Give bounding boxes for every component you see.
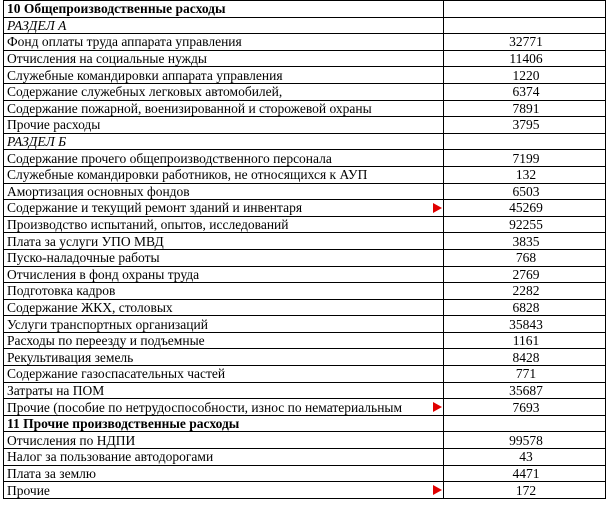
row-value-cell[interactable]	[444, 249, 606, 266]
row-label: Фонд оплаты труда аппарата управления	[7, 34, 242, 50]
row-value-cell[interactable]	[444, 465, 606, 482]
row-value: 6503	[512, 183, 540, 199]
row-value-cell[interactable]	[444, 399, 606, 416]
row-label-cell[interactable]	[4, 100, 444, 117]
table-row	[4, 332, 606, 349]
table-row	[4, 366, 606, 383]
row-label-cell[interactable]	[4, 399, 444, 416]
row-value: 35843	[509, 316, 543, 332]
row-label-cell[interactable]	[4, 449, 444, 466]
row-value: 3795	[512, 117, 540, 133]
row-value-cell[interactable]	[444, 67, 606, 84]
row-label: Затраты на ПОМ	[7, 382, 105, 398]
section-header-row	[4, 415, 606, 432]
row-label-cell[interactable]	[4, 83, 444, 100]
row-value: 132	[515, 167, 537, 183]
row-value: 771	[515, 366, 537, 382]
row-value-cell[interactable]	[444, 1, 606, 18]
row-label: Служебные командировки работников, не относящихся к АУП	[7, 167, 368, 183]
row-value: 1220	[512, 67, 540, 83]
row-value: 1161	[512, 333, 540, 349]
table-row	[4, 233, 606, 250]
subsection-row	[4, 133, 606, 150]
row-label-cell[interactable]	[4, 233, 444, 250]
row-value-cell[interactable]	[444, 332, 606, 349]
row-value-cell[interactable]	[444, 349, 606, 366]
row-value: 768	[515, 250, 537, 266]
row-label: 11 Прочие производственные расходы	[7, 416, 240, 432]
row-label: Амортизация основных фондов	[7, 183, 190, 199]
row-label: Плата за услуги УПО МВД	[7, 233, 164, 249]
table-row	[4, 349, 606, 366]
row-value: 99578	[509, 432, 543, 448]
table-row	[4, 100, 606, 117]
row-label-cell[interactable]	[4, 150, 444, 167]
row-label-cell[interactable]	[4, 249, 444, 266]
row-value: 7891	[512, 100, 540, 116]
row-label-cell[interactable]	[4, 366, 444, 383]
row-label-cell[interactable]	[4, 332, 444, 349]
row-value-cell[interactable]	[444, 83, 606, 100]
row-label: Налог за пользование автодорогами	[7, 449, 214, 465]
row-value-cell[interactable]	[444, 34, 606, 51]
table-row	[4, 67, 606, 84]
row-label: Содержание газоспасательных частей	[7, 366, 226, 382]
row-label: Плата за землю	[7, 465, 96, 481]
row-label-cell[interactable]	[4, 316, 444, 333]
row-value-cell[interactable]	[444, 366, 606, 383]
row-value: 92255	[509, 217, 543, 233]
row-label-cell[interactable]	[4, 67, 444, 84]
row-label-cell[interactable]	[4, 200, 444, 217]
section-header-row	[4, 1, 606, 18]
row-label-cell[interactable]	[4, 1, 444, 18]
subsection-row	[4, 17, 606, 34]
table-row	[4, 283, 606, 300]
row-value-cell[interactable]	[444, 299, 606, 316]
expense-table	[3, 0, 606, 499]
row-value-cell[interactable]	[444, 432, 606, 449]
row-label-cell[interactable]	[4, 349, 444, 366]
row-label-cell[interactable]	[4, 382, 444, 399]
table-row	[4, 50, 606, 67]
row-label-cell[interactable]	[4, 266, 444, 283]
row-label-cell[interactable]	[4, 216, 444, 233]
row-value: 32771	[509, 34, 543, 50]
row-label-cell[interactable]	[4, 133, 444, 150]
row-value-cell[interactable]	[444, 200, 606, 217]
row-label: Содержание служебных легковых автомобилей,	[7, 84, 283, 100]
row-label-cell[interactable]	[4, 299, 444, 316]
row-value: 7199	[512, 150, 540, 166]
row-label-cell[interactable]	[4, 283, 444, 300]
table-row	[4, 449, 606, 466]
row-label-cell[interactable]	[4, 166, 444, 183]
row-label: Рекультивация земель	[7, 349, 134, 365]
row-value: 11406	[509, 51, 543, 67]
row-label-cell[interactable]	[4, 17, 444, 34]
row-label-cell[interactable]	[4, 50, 444, 67]
row-label: Прочие (пособие по нетрудоспособности, износ по нематериальным	[7, 399, 403, 415]
row-value: 2769	[512, 266, 540, 282]
row-value: 35687	[509, 382, 543, 398]
row-value-cell[interactable]	[444, 100, 606, 117]
row-label-cell[interactable]	[4, 465, 444, 482]
row-value: 3835	[512, 233, 540, 249]
row-label: Пуско-наладочные работы	[7, 250, 160, 266]
row-value-cell[interactable]	[444, 482, 606, 499]
table-row	[4, 482, 606, 499]
row-label-cell[interactable]	[4, 432, 444, 449]
row-label: Служебные командировки аппарата управления	[7, 67, 283, 83]
row-label: Содержание и текущий ремонт зданий и инвентаря	[7, 200, 303, 216]
table-row	[4, 34, 606, 51]
row-value-cell[interactable]	[444, 266, 606, 283]
table-row	[4, 83, 606, 100]
row-label: Содержание пожарной, военизированной и сторожевой охраны	[7, 100, 372, 116]
table-row	[4, 465, 606, 482]
table-row	[4, 183, 606, 200]
row-value: 4471	[512, 465, 540, 481]
row-value-cell[interactable]	[444, 216, 606, 233]
table-row	[4, 316, 606, 333]
row-label: Расходы по переезду и подъемные	[7, 333, 205, 349]
table-row	[4, 432, 606, 449]
row-value-cell[interactable]	[444, 449, 606, 466]
row-label: Отчисления на социальные нужды	[7, 51, 207, 67]
table-row	[4, 166, 606, 183]
row-label: Подготовка кадров	[7, 283, 116, 299]
table-row	[4, 249, 606, 266]
row-label: Производство испытаний, опытов, исследований	[7, 217, 289, 233]
row-label: Прочие	[7, 482, 50, 498]
table-row	[4, 299, 606, 316]
row-value-cell[interactable]	[444, 17, 606, 34]
comment-indicator-icon[interactable]	[433, 203, 442, 213]
table-row	[4, 200, 606, 217]
row-label: Содержание прочего общепроизводственного персонала	[7, 150, 332, 166]
row-value: 6374	[512, 84, 540, 100]
row-label-cell[interactable]	[4, 183, 444, 200]
row-label-cell[interactable]	[4, 415, 444, 432]
row-label: 10 Общепроизводственные расходы	[7, 1, 226, 17]
table-row	[4, 117, 606, 134]
row-label: Отчисления в фонд охраны труда	[7, 266, 200, 282]
row-value-cell[interactable]	[444, 183, 606, 200]
row-value: 6828	[512, 299, 540, 315]
row-value-cell[interactable]	[444, 283, 606, 300]
row-value: 45269	[509, 200, 543, 216]
comment-indicator-icon[interactable]	[433, 485, 442, 495]
table-row	[4, 382, 606, 399]
row-value-cell[interactable]	[444, 233, 606, 250]
row-value: 43	[519, 449, 533, 465]
row-label: Прочие расходы	[7, 117, 101, 133]
table-row	[4, 216, 606, 233]
row-value-cell[interactable]	[444, 382, 606, 399]
row-label-cell[interactable]	[4, 117, 444, 134]
row-value-cell[interactable]	[444, 50, 606, 67]
row-label: РАЗДЕЛ А	[7, 17, 67, 33]
row-value: 7693	[512, 399, 540, 415]
row-value-cell[interactable]	[444, 166, 606, 183]
row-label: Отчисления по НДПИ	[7, 432, 136, 448]
row-label: Услуги транспортных организаций	[7, 316, 208, 332]
row-value-cell[interactable]	[444, 117, 606, 134]
expense-table-body	[4, 1, 606, 499]
table-row	[4, 399, 606, 416]
row-value: 172	[515, 482, 537, 498]
row-value: 2282	[512, 283, 540, 299]
table-row	[4, 266, 606, 283]
row-label: Содержание ЖКХ, столовых	[7, 299, 173, 315]
comment-indicator-icon[interactable]	[433, 402, 442, 412]
row-value: 8428	[512, 349, 540, 365]
row-value-cell[interactable]	[444, 415, 606, 432]
row-label-cell[interactable]	[4, 34, 444, 51]
row-label-cell[interactable]	[4, 482, 444, 499]
row-value-cell[interactable]	[444, 133, 606, 150]
row-value-cell[interactable]	[444, 150, 606, 167]
table-row	[4, 150, 606, 167]
row-value-cell[interactable]	[444, 316, 606, 333]
row-label: РАЗДЕЛ Б	[7, 134, 67, 150]
